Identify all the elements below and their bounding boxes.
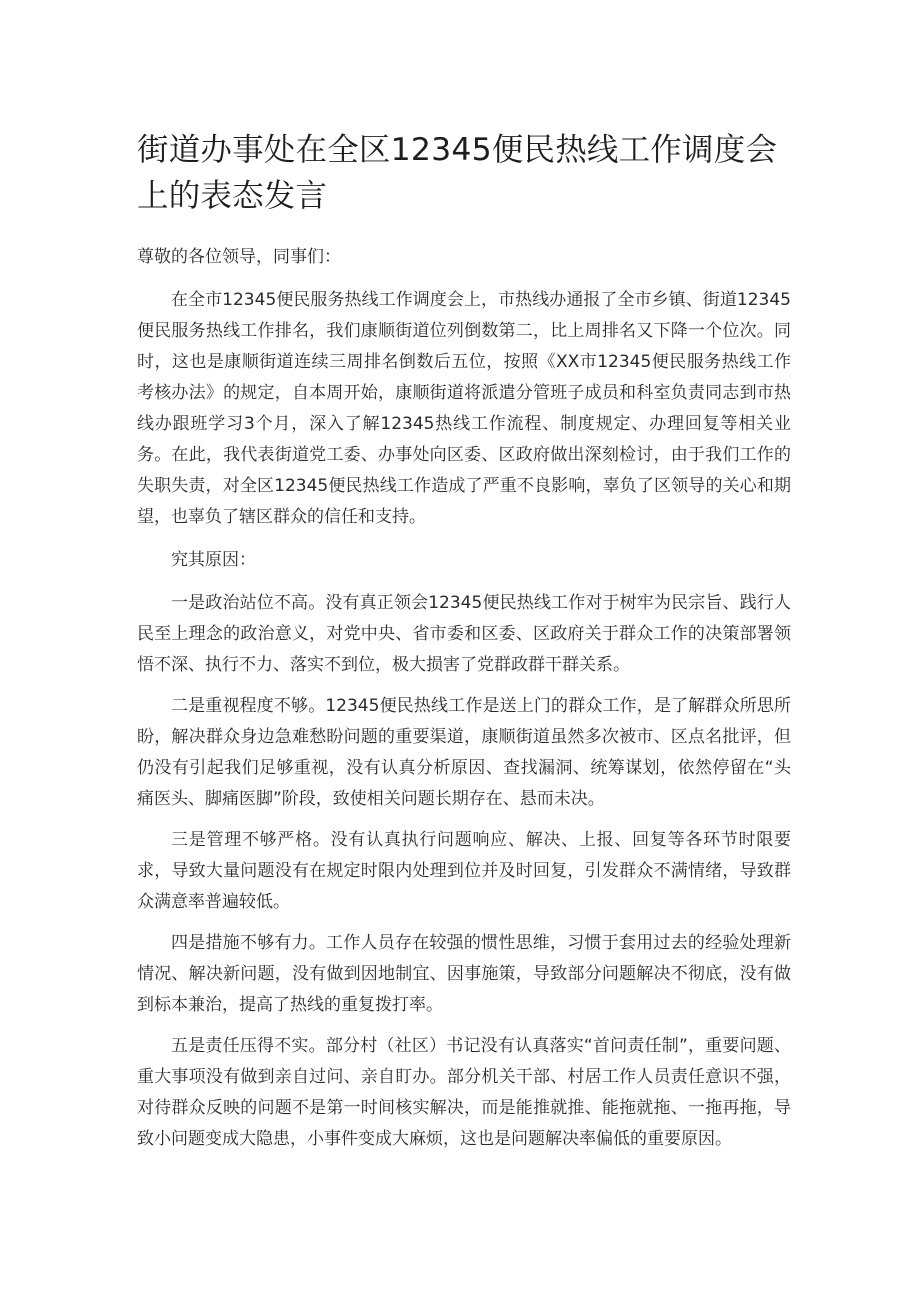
document-title: 街道办事处在全区12345便民热线工作调度会上的表态发言	[137, 132, 778, 214]
salutation: 尊敬的各位领导，同事们：	[137, 247, 341, 267]
paragraph-reason-2: 二是重视程度不够。12345便民热线工作是送上门的群众工作，是了解群众所思所盼，解决群众身边急难愁盼问题的重要渠道，康顺街道虽然多次被市、区点名批评，但仍没有引起我们足够重视，没有认真分析原因、查找漏洞、统筹谋划，依然停留在“头痛医头、脚痛医脚”阶段，致使相关问题长期存在、悬而未决。	[137, 696, 791, 809]
paragraph-reason-3: 三是管理不够严格。没有认真执行问题响应、解决、上报、回复等各环节时限要求，导致大量问题没有在规定时限内处理到位并及时回复，引发群众不满情绪，导致群众满意率普遍较低。	[137, 830, 791, 912]
paragraph-reason-4: 四是措施不够有力。工作人员存在较强的惯性思维，习惯于套用过去的经验处理新情况、解决新问题，没有做到因地制宜、因事施策，导致部分问题解决不彻底，没有做到标本兼治，提高了热线的重复拨打率。	[137, 933, 791, 1015]
paragraph-intro: 在全市12345便民服务热线工作调度会上，市热线办通报了全市乡镇、街道12345便民服务热线工作排名，我们康顺街道位列倒数第二，比上周排名又下降一个位次。同时，这也是康顺街道连续三周排名倒数后五位，按照《XX市12345便民服务热线工作考核办法》的规定，自本周开始，康顺街道将派遣分管班子成员和科室负责同志到市热线办跟班学习3个月，深入了解12345热线工作流程、制度规定、办理回复等相关业务。在此，我代表街道党工委、办事处向区委、区政府做出深刻检讨，由于我们工作的失职失责，对全区12345便民热线工作造成了严重不良影响，辜负了区领导的关心和期望，也辜负了辖区群众的信任和支持。	[137, 290, 791, 527]
paragraph-reason-5: 五是责任压得不实。部分村（社区）书记没有认真落实“首问责任制”，重要问题、重大事项没有做到亲自过问、亲自盯办。部分机关干部、村居工作人员责任意识不强，对待群众反映的问题不是第一时间核实解决，而是能推就推、能拖就拖、一拖再拖，导致小问题变成大隐患，小事件变成大麻烦，这也是问题解决率偏低的重要原因。	[137, 1036, 791, 1149]
paragraph-reason-1: 一是政治站位不高。没有真正领会12345便民热线工作对于树牢为民宗旨、践行人民至上理念的政治意义，对党中央、省市委和区委、区政府关于群众工作的决策部署领悟不深、执行不力、落实不到位，极大损害了党群政群干群关系。	[137, 593, 791, 675]
paragraph-reasons-heading: 究其原因：	[171, 550, 256, 570]
